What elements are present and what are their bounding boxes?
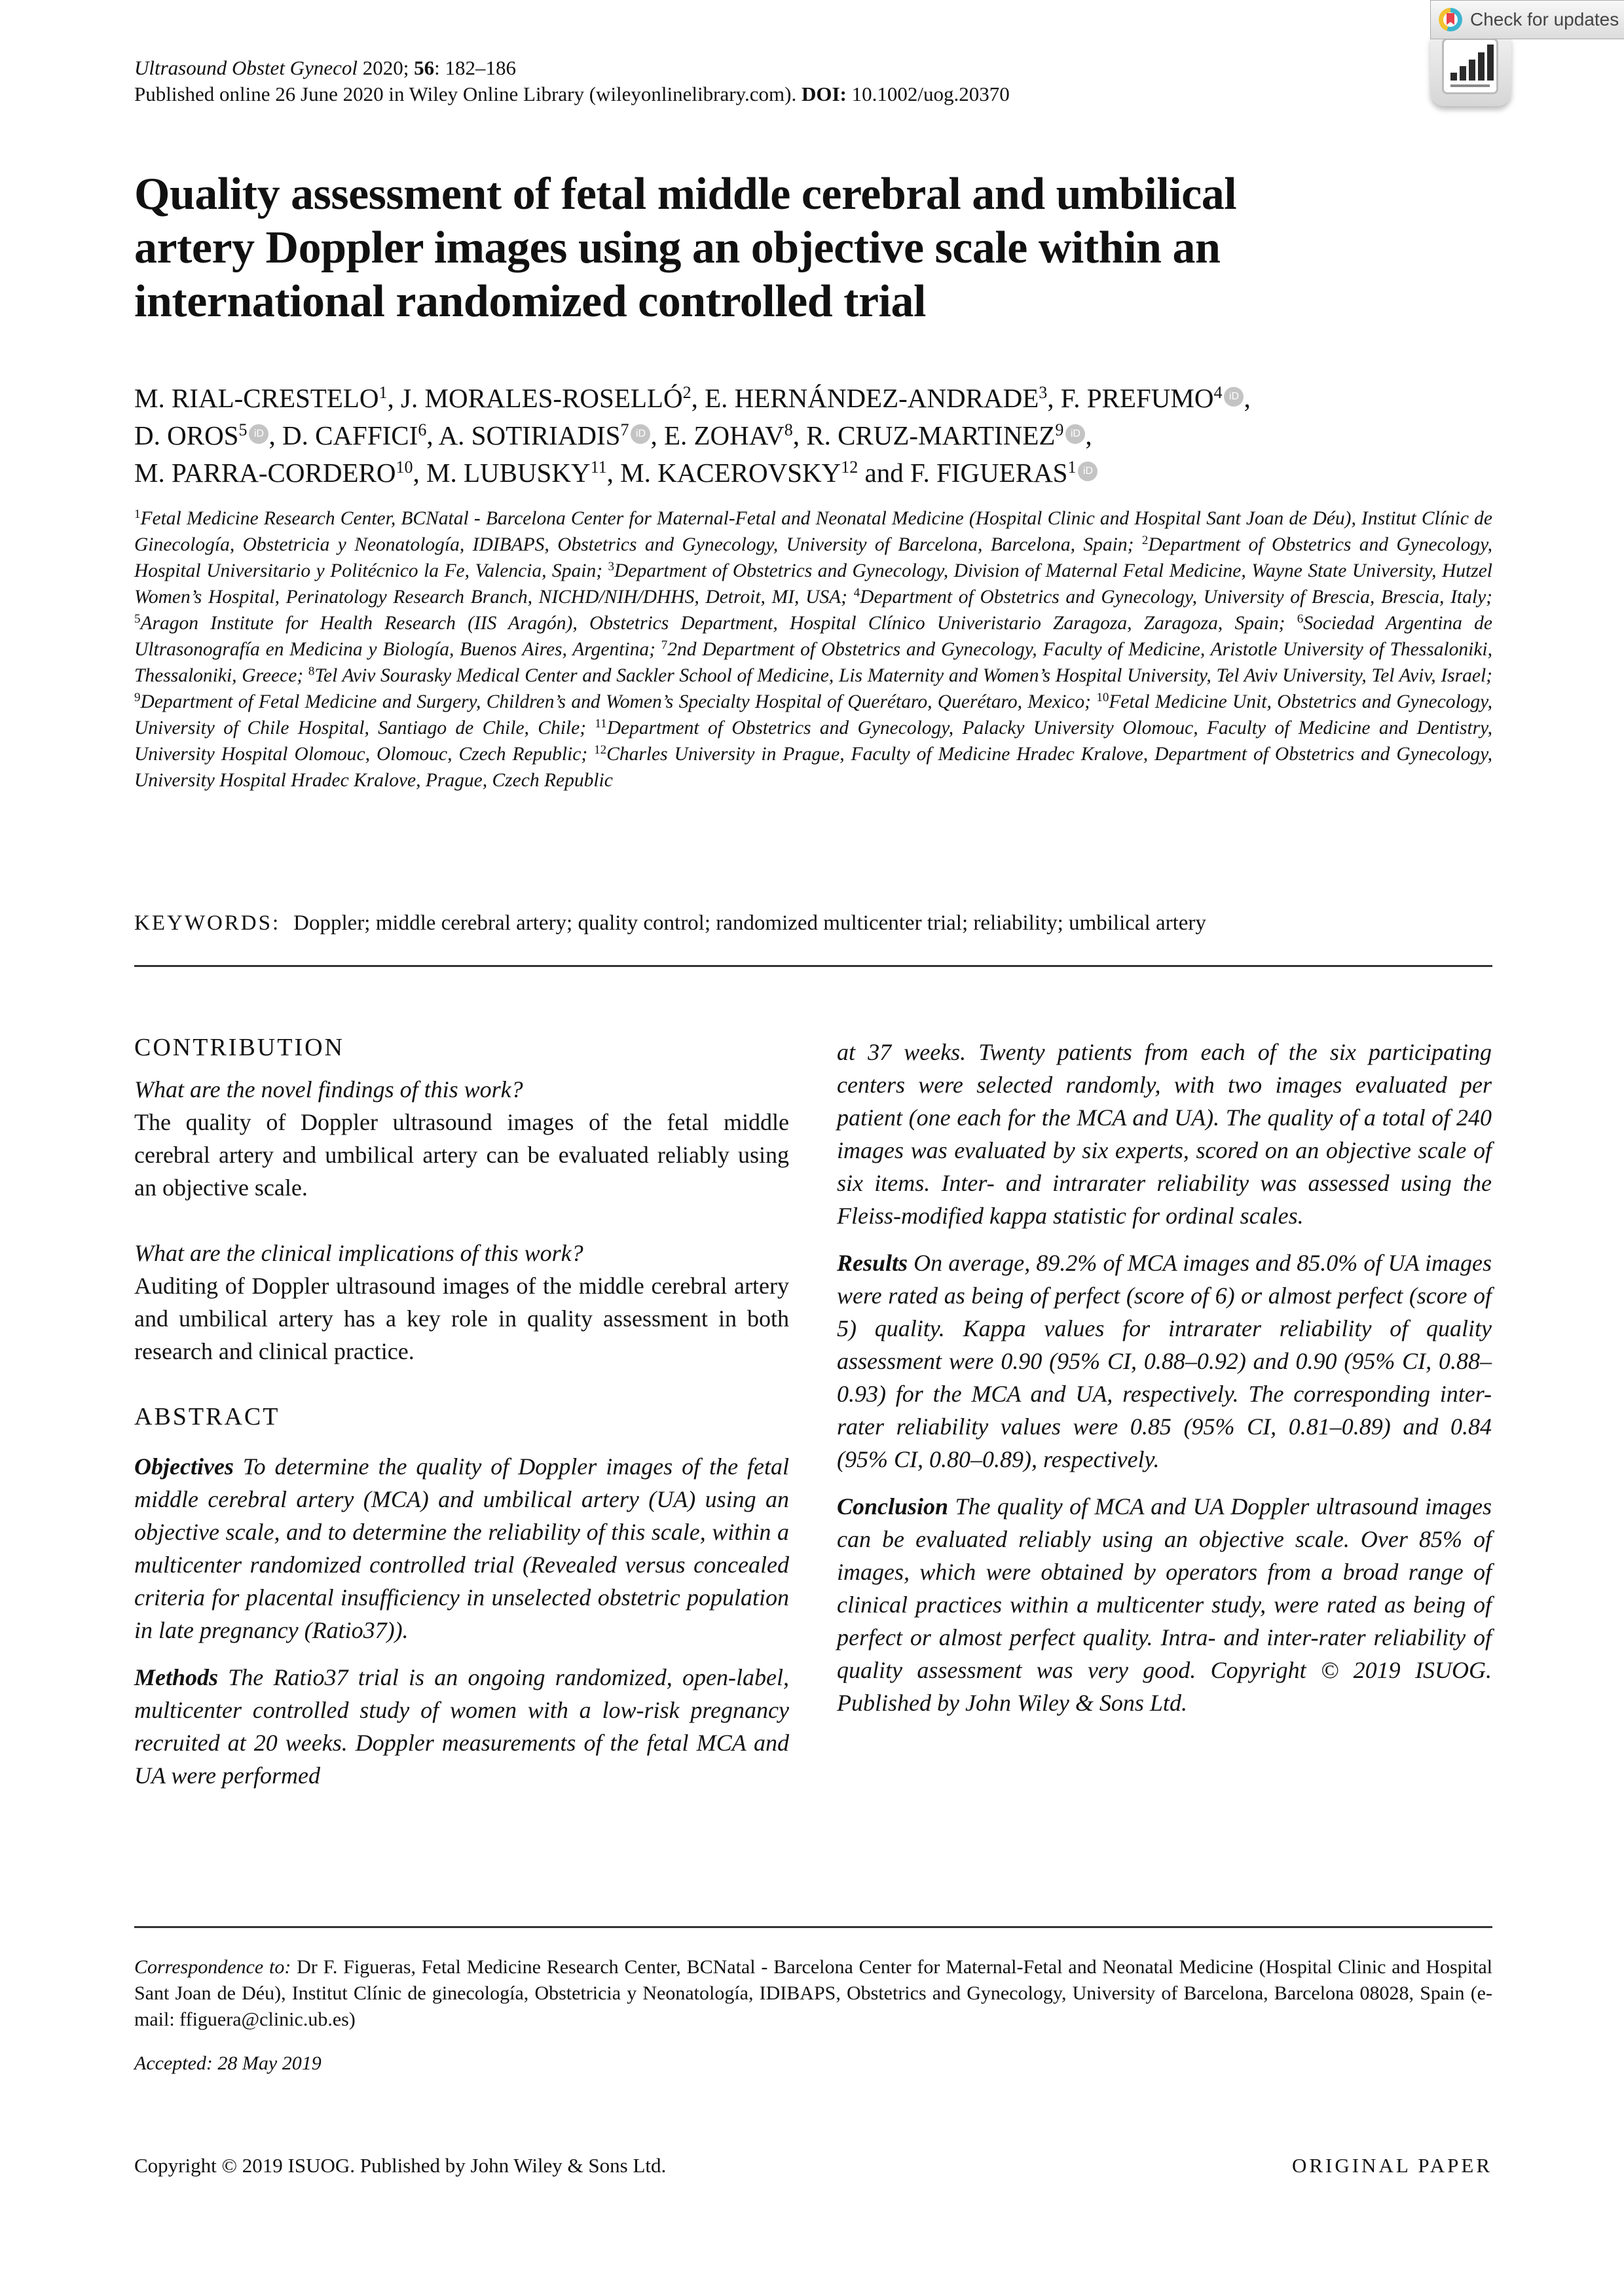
keywords-text: Doppler; middle cerebral artery; quality control; randomized multicenter trial; reliability; umbilical artery	[293, 911, 1206, 935]
author-separator: ,	[691, 383, 705, 413]
orcid-icon[interactable]: iD	[1078, 462, 1098, 481]
author-name: F. PREFUMO	[1060, 383, 1214, 413]
keywords-label: KEYWORDS:	[134, 911, 281, 935]
affiliation-number: 4	[853, 586, 860, 600]
author-name: M. KACEROVSKY	[620, 458, 841, 488]
author-separator: ,	[387, 383, 401, 413]
affiliation-text: Sociedad Argentina de Ultrasonografía en Medicina y Biología, Buenos Aires, Argentina;	[134, 613, 1492, 660]
correspondence	[134, 1954, 1492, 2033]
journal-volume: 56	[414, 56, 435, 79]
affiliation-text: Charles University in Prague, Faculty of Medicine Hradec Kralove, Department of Obstetrics and Gynecology, University Hospital Hradec Kralove, Prague, Czech Republic	[134, 744, 1492, 791]
affiliation-marker: 10	[396, 458, 413, 477]
affiliation-marker: 2	[682, 383, 692, 402]
left-column	[134, 1031, 789, 1792]
affiliation-number: 7	[661, 638, 668, 652]
affiliations	[134, 505, 1492, 793]
affiliation-marker: 1	[378, 383, 388, 402]
affiliation-number: 10	[1096, 691, 1109, 704]
footer-copyright: Copyright © 2019 ISUOG. Published by John Wiley & Sons Ltd.	[134, 2154, 667, 2177]
bar-chart-icon	[1450, 45, 1494, 81]
author-name: D. CAFFICI	[282, 420, 418, 450]
abstract-objectives	[134, 1450, 789, 1647]
accepted-date: Accepted: 28 May 2019	[134, 2052, 322, 2074]
journal-year: 2020;	[357, 56, 415, 79]
affiliation-marker: 3	[1039, 383, 1048, 402]
author-separator: ,	[606, 458, 621, 488]
contribution-answer: The quality of Doppler ultrasound images of the fetal middle cerebral artery and umbilical artery can be evaluated reliably using an objective scale.	[134, 1109, 789, 1201]
results-label: Results	[837, 1250, 908, 1276]
author-name: E. HERNÁNDEZ-ANDRADE	[705, 383, 1039, 413]
citation-line	[134, 55, 1010, 81]
affiliation-text: Fetal Medicine Unit, Obstetrics and Gynecology, University of Chile Hospital, Santiago de Chile, Chile;	[134, 691, 1492, 738]
abstract-heading: ABSTRACT	[134, 1403, 280, 1430]
affiliation-number: 1	[134, 507, 141, 521]
affiliation-text: 2nd Department of Obstetrics and Gynecology, Faculty of Medicine, Aristotle University of Thessaloniki, Thessaloniki, Greece;	[134, 639, 1492, 686]
methods-text: The Ratio37 trial is an ongoing randomized, open-label, multicenter controlled study of women with a low-risk pregnancy recruited at 20 weeks. Doppler measurements of the fetal MCA and UA were performed	[134, 1664, 789, 1789]
affiliation-text: Department of Obstetrics and Gynecology, Palacky University Olomouc, Faculty of Medicine and Dentistry, University Hospital Olomouc, Olomouc, Czech Republic;	[134, 718, 1493, 765]
affiliation-number: 11	[595, 717, 607, 731]
author-name: F. FIGUERAS	[910, 458, 1068, 488]
affiliation-text: Aragon Institute for Health Research (IIS Aragón), Obstetrics Department, Hospital Clínico Univeristario Zaragoza, Zaragoza, Spain;	[140, 613, 1297, 634]
journal-pages: : 182–186	[434, 56, 516, 79]
objectives-text: To determine the quality of Doppler images of the fetal middle cerebral artery (MCA) and umbilical artery (UA) using an objective scale, and to determine the reliability of this scale, within a multicenter randomized controlled trial (Revealed versus concealed criteria for placental insufficiency in unselected obstetric population in late pregnancy (Ratio37)).	[134, 1453, 789, 1643]
author-name: J. MORALES-ROSELLÓ	[401, 383, 683, 413]
affiliation-text: Department of Fetal Medicine and Surgery, Children’s and Women’s Specialty Hospital of Querétaro, Querétaro, Mexico;	[140, 691, 1097, 712]
author-name: A. SOTIRIADIS	[438, 420, 621, 450]
journal-header	[134, 55, 1010, 107]
author-name: D. OROS	[134, 420, 239, 450]
author-separator: ,	[268, 420, 282, 450]
affiliation-number: 12	[594, 743, 607, 757]
affiliation-number: 3	[608, 560, 615, 574]
methods-label: Methods	[134, 1664, 219, 1690]
check-for-updates-label: Check for updates	[1470, 9, 1619, 29]
results-text: On average, 89.2% of MCA images and 85.0% of UA images were rated as being of perfect (score of 6) or almost perfect (score of 5) quality. Kappa values for intrarater reliability of quality assessment were 0.90 (95% CI, 0.88–0.92) and 0.90 (95% CI, 0.88–0.93) for the MCA and UA, respectively. The corresponding inter-rater reliability values were 0.85 (95% CI, 0.81–0.89) and 0.84 (95% CI, 0.80–0.89), respectively.	[837, 1250, 1492, 1472]
journal-name: Ultrasound Obstet Gynecol	[134, 56, 358, 79]
contribution-heading: CONTRIBUTION	[134, 1034, 344, 1061]
author-separator: ,	[1085, 420, 1092, 450]
article-type-label: ORIGINAL PAPER	[1291, 2154, 1492, 2177]
published-line	[134, 81, 1010, 107]
affiliation-text: Fetal Medicine Research Center, BCNatal - Barcelona Center for Maternal-Fetal and Neonatal Medicine (Hospital Clinic and Hospital Sant Joan de Déu), Institut Clínic de Ginecología, Obstetricia y Neonatología, IDIBAPS, Obstetrics and Gynecology, University of Barcelona, Barcelona, Spain;	[134, 508, 1492, 555]
affiliation-number: 2	[1141, 534, 1149, 547]
title-line: international randomized controlled trial	[134, 276, 926, 327]
divider	[134, 1926, 1492, 1928]
author-separator: ,	[792, 420, 807, 450]
author-separator: ,	[413, 458, 426, 488]
right-column	[837, 1036, 1492, 1719]
check-for-updates-button[interactable]	[1388, 0, 1624, 111]
divider	[134, 965, 1492, 967]
affiliation-text: Tel Aviv Sourasky Medical Center and Sackler School of Medicine, Lis Maternity and Women’s Hospital University, Tel Aviv University, Tel Aviv, Israel;	[314, 665, 1492, 686]
orcid-icon[interactable]: iD	[249, 424, 268, 444]
correspondence-label: Correspondence to:	[134, 1956, 291, 1978]
article-title	[134, 168, 1509, 329]
orcid-icon[interactable]: iD	[1224, 387, 1244, 407]
affiliation-number: 5	[134, 612, 141, 626]
abstract-conclusion	[837, 1490, 1492, 1719]
keywords	[134, 910, 1206, 936]
author-separator: ,	[650, 420, 664, 450]
published-text: Published online 26 June 2020 in Wiley Online Library (wileyonlinelibrary.com).	[134, 82, 802, 105]
author-name: M. RIAL-CRESTELO	[134, 383, 379, 413]
author-name: M. PARRA-CORDERO	[134, 458, 396, 488]
title-line: Quality assessment of fetal middle cerebral and umbilical	[134, 169, 1237, 219]
affiliation-marker: 9	[1055, 420, 1064, 439]
check-for-updates-icon	[1430, 29, 1511, 106]
doi-link[interactable]: 10.1002/uog.20370	[846, 82, 1010, 105]
author-name: M. LUBUSKY	[426, 458, 591, 488]
author-list	[134, 380, 1509, 492]
title-line: artery Doppler images using an objective scale within an	[134, 223, 1221, 273]
affiliation-marker: 11	[590, 458, 607, 477]
author-name: R. CRUZ-MARTINEZ	[806, 420, 1056, 450]
conclusion-text: The quality of MCA and UA Doppler ultrasound images can be evaluated reliably using an objective scale. Over 85% of images, which were obtained by operators from a broad range of clinical practices within a multicenter study, were rated as being of perfect or almost perfect quality. Intra- and inter-rater reliability of quality assessment was very good. Copyright © 2019 ISUOG. Published by John Wiley & Sons Ltd.	[837, 1493, 1492, 1716]
abstract-methods-continued: at 37 weeks. Twenty patients from each of the six participating centers were selected randomly, with two images evaluated per patient (one each for the MCA and UA). The quality of a total of 240 images was evaluated by six experts, scored on an objective scale of six items. Inter- and intrarater reliability was assessed using the Fleiss-modified kappa statistic for ordinal scales.	[837, 1039, 1492, 1229]
author-separator: ,	[1047, 383, 1061, 413]
affiliation-text: Department of Obstetrics and Gynecology, Division of Maternal Fetal Medicine, Wayne State University, Hutzel Women’s Hospital, Perinatology Research Branch, NICHD/NIH/DHHS, Detroit, MI, USA;	[134, 560, 1492, 608]
orcid-icon[interactable]: iD	[1065, 424, 1085, 444]
affiliation-text: Department of Obstetrics and Gynecology, University of Brescia, Brescia, Italy;	[860, 587, 1492, 608]
doi-label: DOI:	[801, 82, 847, 105]
author-separator: and	[858, 458, 910, 488]
correspondence-text: Dr F. Figueras, Fetal Medicine Research Center, BCNatal - Barcelona Center for Maternal-Fetal and Neonatal Medicine (Hospital Clinic and Hospital Sant Joan de Déu), Institut Clínic de ginecología, Obstetricia y Neonatología, IDIBAPS, Obstetrics and Gynecology, University of Barcelona, Barcelona 08028, Spain (e-mail: ffiguera@clinic.ub.es)	[134, 1956, 1492, 2030]
affiliation-text: Department of Obstetrics and Gynecology, Hospital Universitario y Politécnico la Fe, Valencia, Spain;	[134, 534, 1492, 581]
crossmark-logo-icon	[1439, 8, 1462, 31]
affiliation-marker: 6	[418, 420, 427, 439]
abstract-results	[837, 1247, 1492, 1476]
affiliation-number: 6	[1297, 612, 1304, 626]
author-name: E. ZOHAV	[663, 420, 784, 450]
author-separator: ,	[426, 420, 439, 450]
affiliation-marker: 12	[841, 458, 858, 477]
objectives-label: Objectives	[134, 1453, 234, 1480]
abstract-methods	[134, 1661, 789, 1792]
affiliation-number: 8	[308, 665, 315, 678]
author-separator: ,	[1244, 383, 1251, 413]
affiliation-marker: 5	[238, 420, 248, 439]
affiliation-marker: 8	[784, 420, 793, 439]
conclusion-label: Conclusion	[837, 1493, 949, 1520]
affiliation-marker: 1	[1067, 458, 1077, 477]
affiliation-marker: 7	[620, 420, 629, 439]
orcid-icon[interactable]: iD	[631, 424, 650, 444]
contribution-question: What are the novel findings of this work?	[134, 1076, 523, 1102]
affiliation-number: 9	[134, 691, 141, 704]
contribution-question: What are the clinical implications of this work?	[134, 1240, 583, 1266]
contribution-answer: Auditing of Doppler ultrasound images of the middle cerebral artery and umbilical artery has a key role in quality assessment in both research and clinical practice.	[134, 1273, 789, 1364]
affiliation-marker: 4	[1213, 383, 1223, 402]
